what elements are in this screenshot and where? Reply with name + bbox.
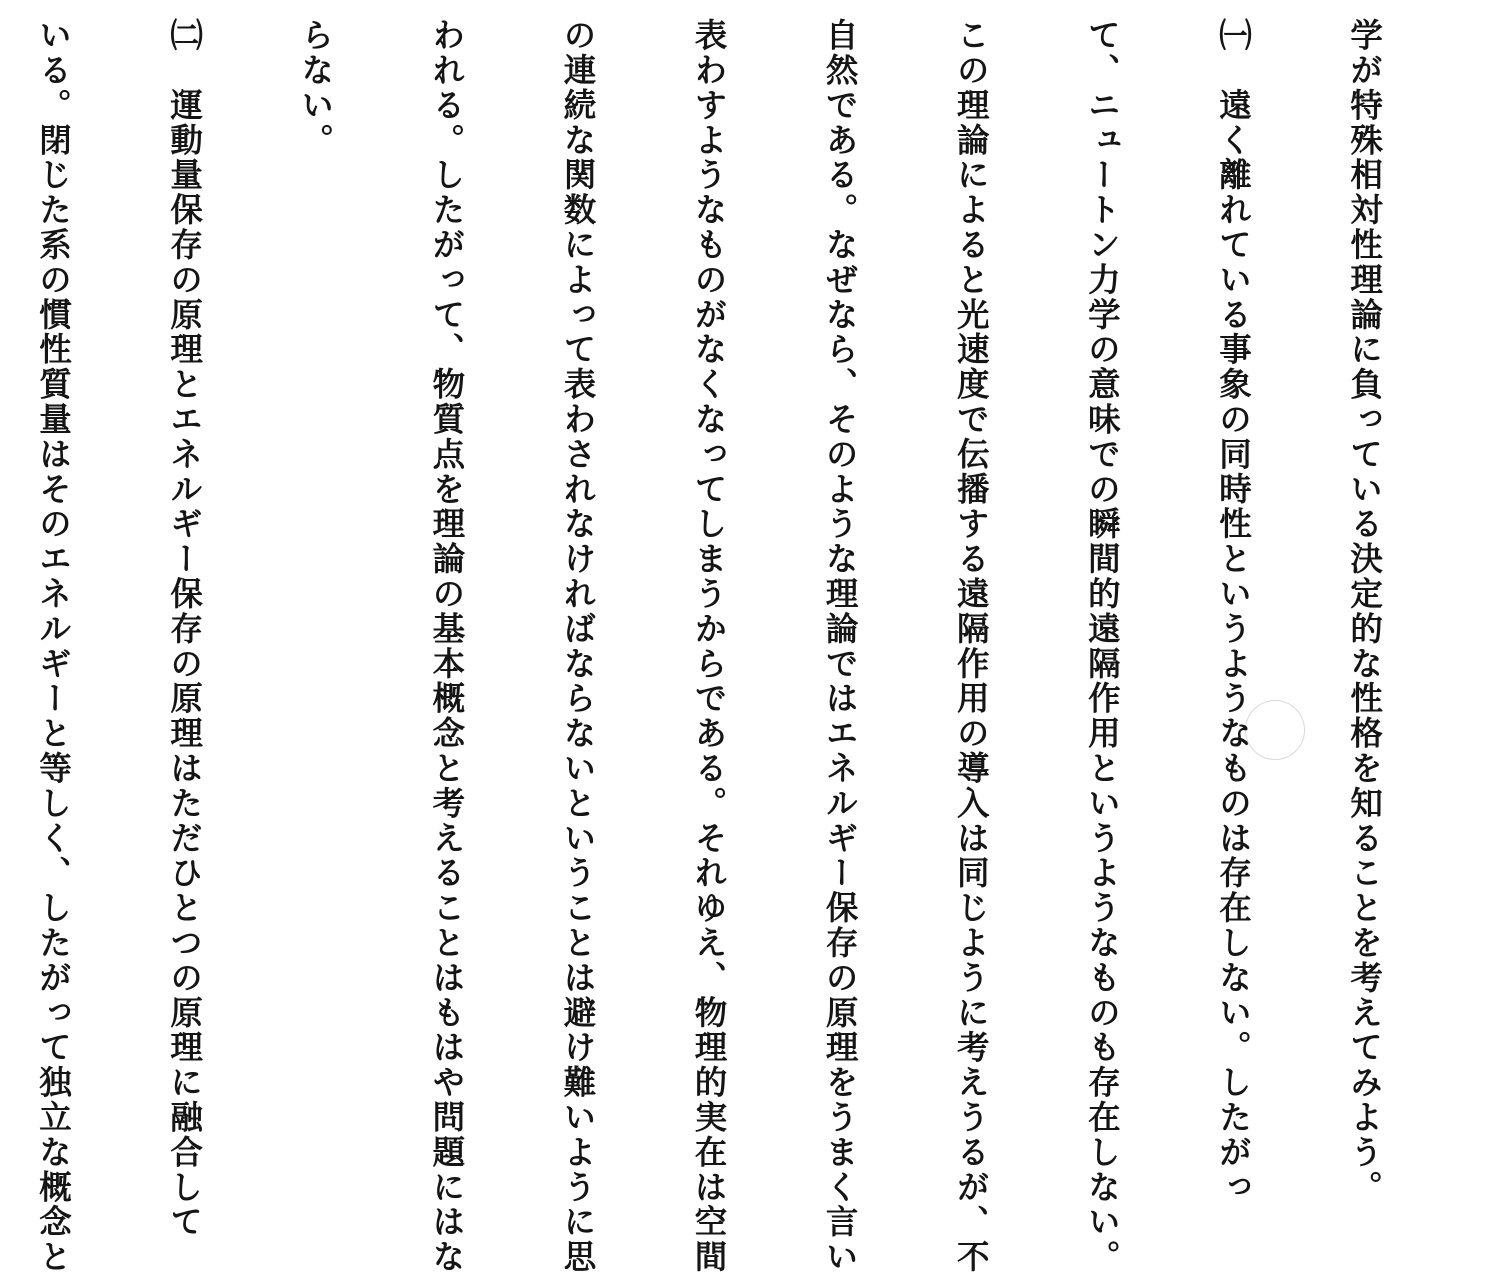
- text-column: 学が特殊相対性理論に負っている決定的な性格を知ることを考えてみよう。: [1345, 18, 1385, 1205]
- text-column: 表わすようなものがなくなってしまうからである。それゆえ、物理的実在は空間: [690, 18, 730, 1275]
- text-column: 自然である。なぜなら、そのような理論ではエネルギー保存の原理をうまく言い: [821, 18, 861, 1275]
- text-column: いる。閉じた系の慣性質量はそのエネルギーと等しく、したがって独立な概念と: [34, 18, 74, 1275]
- text-column: て、ニュートン力学の意味での瞬間的遠隔作用というようなものも存在しない。: [1083, 18, 1123, 1275]
- text-column: の連続な関数によって表わされなければならないということは避け難いように思: [558, 18, 598, 1275]
- vertical-text-body: [0, 18, 1474, 1275]
- text-column: われる。したがって、物質点を理論の基本概念と考えることはもはや問題にはな: [427, 18, 467, 1275]
- text-column: ㈠ 遠く離れている事象の同時性というようなものは存在しない。したがっ: [1214, 18, 1254, 1205]
- text-column: ㈡ 運動量保存の原理とエネルギー保存の原理はただひとつの原理に融合して: [165, 18, 205, 1240]
- text-column: らない。: [296, 18, 336, 158]
- text-column: この理論によると光速度で伝播する遠隔作用の導入は同じように考えうるが、不: [952, 18, 992, 1275]
